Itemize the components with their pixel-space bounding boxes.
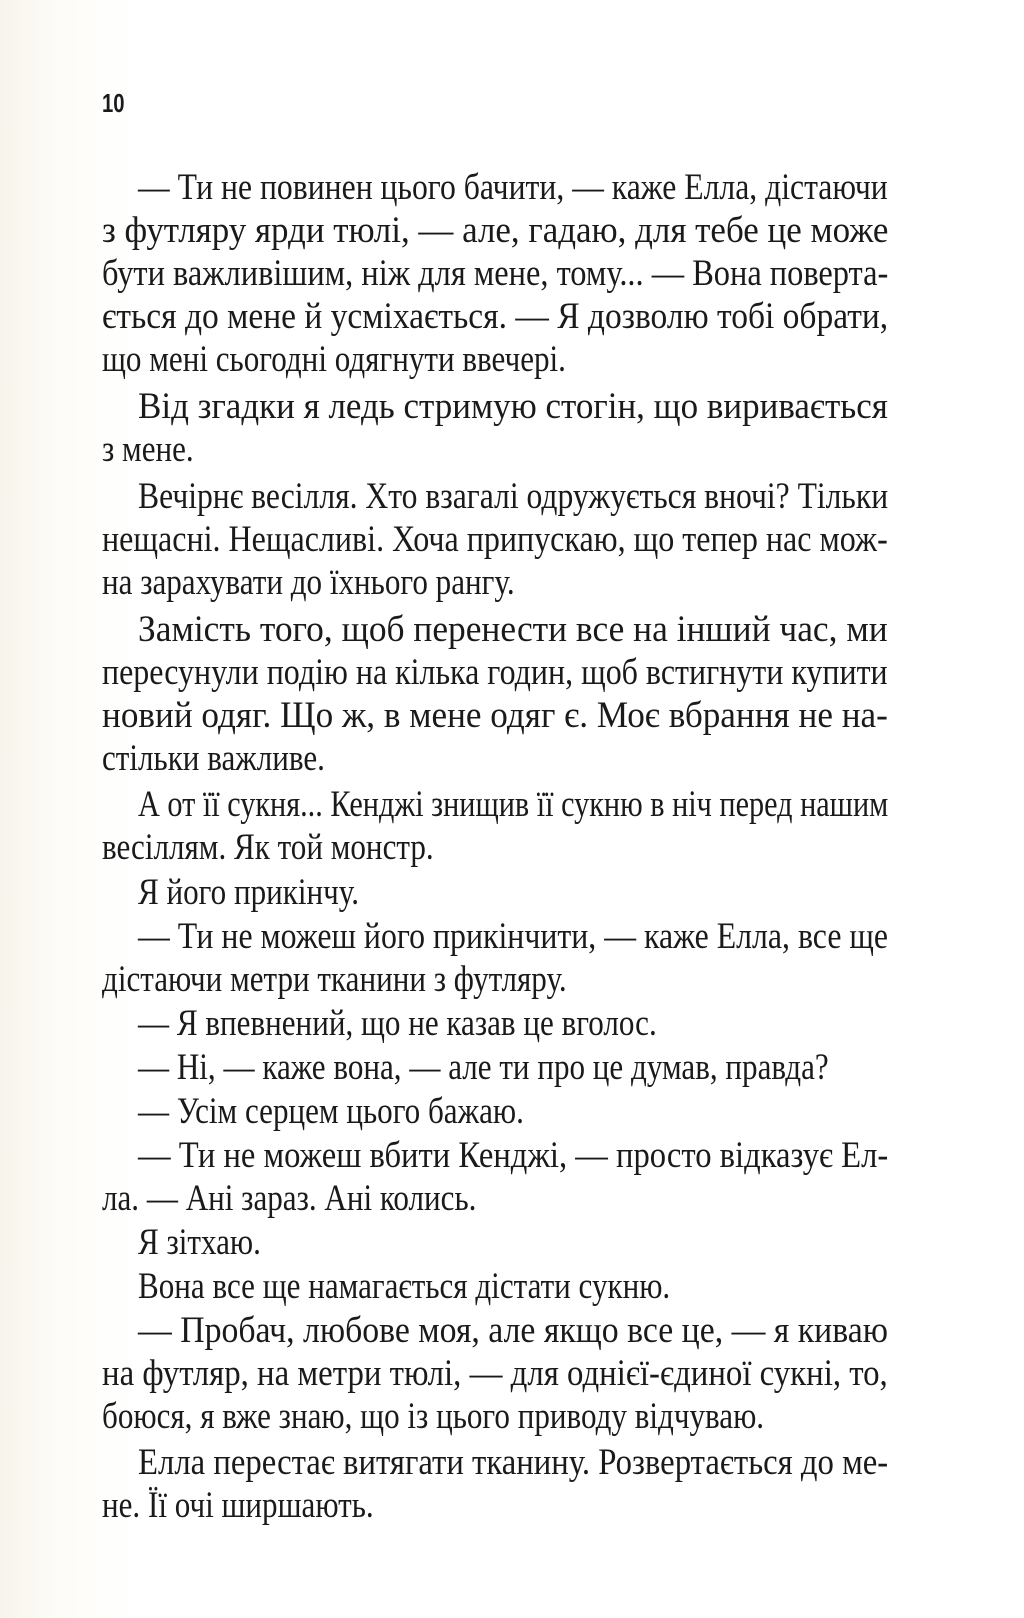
text-line-29: боюся, я вже знаю, що із цього приводу відчуваю.	[102, 1396, 765, 1437]
text-line-20: — Я впевнений, що не казав це вголос.	[138, 1003, 657, 1044]
text-line-25: Я зітхаю.	[138, 1222, 261, 1263]
text-line-28: на футляр, на метри тюлі, — для однієї-єдиної сукні, то,	[102, 1353, 888, 1394]
text-line-19: дістаючи метри тканини з футляру.	[102, 959, 567, 1000]
text-line-4: ється до мене й усміхається. — Я дозволю тобі обрати,	[102, 296, 889, 337]
text-line-15: А от її сукня... Кенджі знищив її сукню в ніч перед нашим	[138, 784, 889, 825]
text-line-6: Від згадки я ледь стримую стогін, що виривається	[138, 386, 888, 427]
text-line-2: з футляру ярди тюлі, — але, гадаю, для тебе це може	[102, 210, 889, 251]
text-line-31: не. Її очі ширшають.	[102, 1485, 374, 1526]
text-line-8: Вечірнє весілля. Хто взагалі одружується вночі? Тільки	[138, 476, 889, 517]
text-line-17: Я його прикінчу.	[138, 872, 359, 913]
text-line-22: — Усім серцем цього бажаю.	[138, 1091, 524, 1132]
text-line-10: на зарахувати до їхнього рангу.	[102, 562, 515, 603]
text-line-26: Вона все ще намагається дістати сукню.	[138, 1266, 671, 1307]
text-line-21: — Ні, — каже вона, — але ти про це думав, правда?	[138, 1047, 829, 1088]
page-number: 10	[102, 88, 125, 118]
text-line-24: ла. — Ані зараз. Ані колись.	[102, 1178, 477, 1219]
text-line-11: Замість того, щоб перенести все на інший час, ми	[138, 609, 888, 650]
text-line-16: весіллям. Як той монстр.	[102, 827, 434, 868]
text-line-13: новий одяг. Що ж, в мене одяг є. Моє вбрання не на-	[102, 695, 888, 736]
text-line-5: що мені сьогодні одягнути ввечері.	[102, 339, 566, 380]
text-line-23: — Ти не можеш вбити Кенджі, — просто відказує Ел-	[138, 1135, 889, 1176]
text-line-14: стільки важливе.	[102, 738, 325, 779]
text-line-27: — Пробач, любове моя, але якщо все це, — я киваю	[138, 1310, 888, 1351]
text-line-7: з мене.	[102, 429, 194, 470]
text-line-30: Елла перестає витягати тканину. Розвертається до ме-	[138, 1442, 889, 1483]
text-line-1: — Ти не повинен цього бачити, — каже Елла, дістаючи	[138, 167, 888, 208]
text-line-18: — Ти не можеш його прикінчити, — каже Елла, все ще	[138, 916, 889, 957]
text-line-12: пересунули подію на кілька годин, щоб встигнути купити	[102, 652, 888, 693]
text-line-9: нещасні. Нещасливі. Хоча припускаю, що тепер нас мож-	[102, 519, 888, 560]
text-line-3: бути важливішим, ніж для мене, тому... — Вона поверта-	[102, 253, 889, 294]
